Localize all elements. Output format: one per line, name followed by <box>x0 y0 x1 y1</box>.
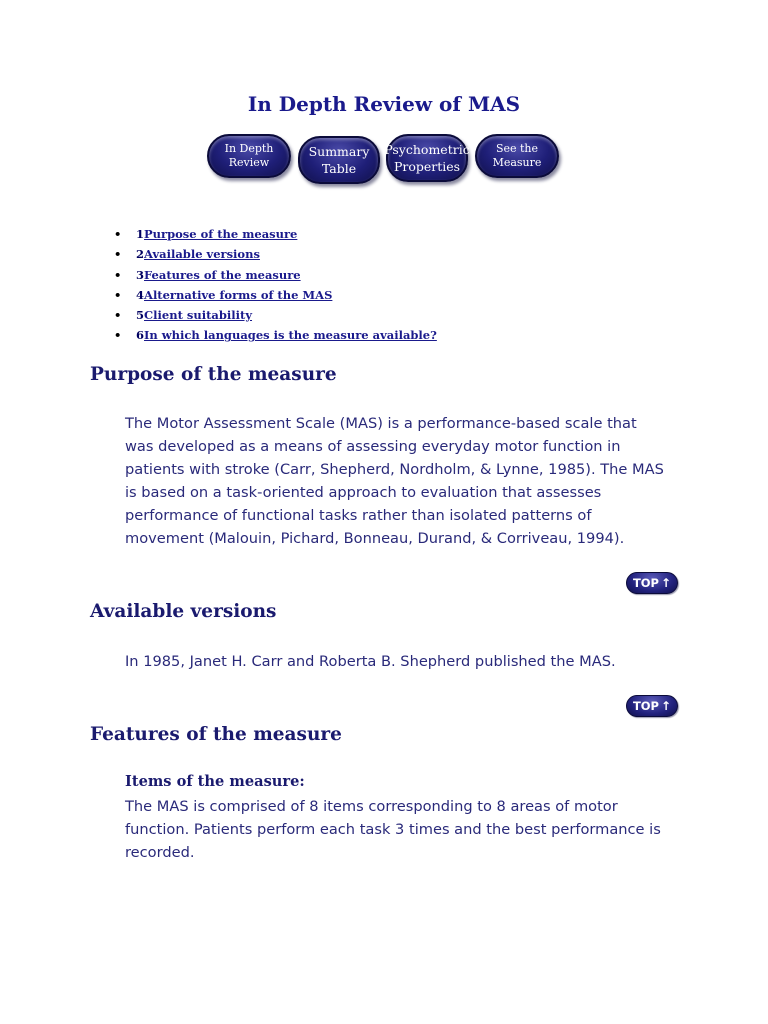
items-subheading: Items of the measure: <box>125 773 305 790</box>
toc-link-features[interactable]: Features of the measure <box>144 267 301 282</box>
top-label: TOP <box>632 699 659 713</box>
bullet-icon: • <box>114 247 122 262</box>
nav-button-bar <box>207 134 567 186</box>
toc-item-number: 1 <box>136 227 145 241</box>
toc-item-number: 2 <box>136 247 145 262</box>
toc-link-client-suitability[interactable]: Client suitability <box>144 308 253 323</box>
back-to-top-button[interactable] <box>626 695 678 717</box>
toc-item-number: 3 <box>136 267 145 282</box>
toc-item <box>112 305 437 325</box>
toc-item <box>112 325 437 345</box>
nav-summary-table-button[interactable]: Summary Table <box>298 136 380 184</box>
top-label: TOP <box>632 576 659 590</box>
bullet-icon: • <box>114 287 122 302</box>
up-arrow-icon: ↑ <box>661 576 672 590</box>
features-heading: Features of the measure <box>90 724 342 745</box>
toc-item <box>112 265 437 285</box>
page-title: In Depth Review of MAS <box>247 92 521 116</box>
nav-in-depth-review-button[interactable]: In Depth Review <box>207 134 291 178</box>
bullet-icon: • <box>114 328 122 343</box>
bullet-icon: • <box>114 267 122 282</box>
toc-link-alternative-forms[interactable]: Alternative forms of the MAS <box>144 287 333 302</box>
toc-item-number: 5 <box>136 308 145 323</box>
toc-link-versions[interactable]: Available versions <box>144 247 260 262</box>
purpose-heading: Purpose of the measure <box>90 364 337 385</box>
toc-item <box>112 244 437 264</box>
toc-link-purpose[interactable]: Purpose of the measure <box>144 227 298 241</box>
versions-paragraph: In 1985, Janet H. Carr and Roberta B. Shepherd published the MAS. <box>125 653 616 670</box>
toc-item <box>112 285 437 305</box>
back-to-top-button[interactable] <box>626 572 678 594</box>
nav-psychometric-properties-button[interactable]: Psychometric Properties <box>386 134 468 182</box>
purpose-paragraph: The Motor Assessment Scale (MAS) is a performance-based scale that was developed as a means of assessing everyday motor function in patients with stroke (Carr, Shepherd, Nordholm, & Lynne, 1985). The MAS is based on a task-oriented approach to evaluation that assesses performance of functional tasks rather than isolated patterns of movement (Malouin, Pichard, Bonneau, Durand, & Corriveau, 1994). <box>125 415 664 547</box>
features-paragraph: The MAS is comprised of 8 items corresponding to 8 areas of motor function. Patients perform each task 3 times and the best performance is recorded. <box>125 798 661 861</box>
toc-item-number: 4 <box>136 287 145 302</box>
bullet-icon: • <box>114 308 122 323</box>
toc-item-number: 6 <box>136 328 145 343</box>
table-of-contents <box>112 224 437 346</box>
toc-link-languages[interactable]: In which languages is the measure available? <box>144 328 437 343</box>
nav-see-the-measure-button[interactable]: See the Measure <box>475 134 559 178</box>
bullet-icon: • <box>114 227 122 241</box>
versions-heading: Available versions <box>90 601 277 622</box>
up-arrow-icon: ↑ <box>661 699 672 713</box>
toc-item <box>112 224 437 244</box>
